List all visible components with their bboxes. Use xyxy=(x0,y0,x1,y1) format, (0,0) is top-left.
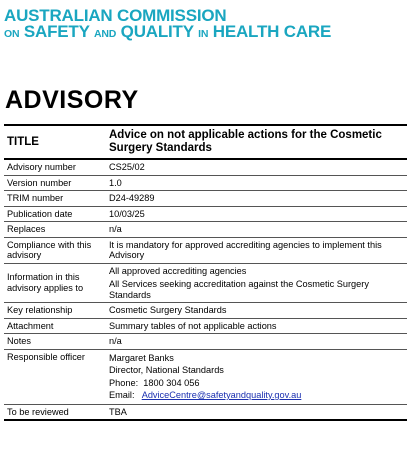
attachment-value: Summary tables of not applicable actions xyxy=(106,318,407,334)
information-label: Information in this advisory applies to xyxy=(4,263,106,303)
logo-line-2: ON SAFETY AND QUALITY IN HEALTH CARE xyxy=(4,22,332,41)
advisory-number-label: Advisory number xyxy=(4,159,106,175)
email-link[interactable]: AdviceCentre@safetyandquality.gov.au xyxy=(141,390,302,400)
information-value xyxy=(106,263,407,303)
officer-role: Director, National Standards xyxy=(109,365,224,375)
table-row xyxy=(4,237,407,263)
compliance-label: Compliance with this advisory xyxy=(4,237,106,263)
table-row xyxy=(4,303,407,319)
title-label: TITLE xyxy=(4,125,106,159)
key-relationship-label: Key relationship xyxy=(4,303,106,319)
publication-date-value: 10/03/25 xyxy=(106,206,407,222)
trim-number-label: TRIM number xyxy=(4,191,106,207)
trim-number-value: D24-49289 xyxy=(106,191,407,207)
table-row xyxy=(4,349,407,404)
officer-email-line xyxy=(109,389,403,402)
commission-logo xyxy=(4,8,331,42)
table-row xyxy=(4,222,407,238)
replaces-label: Replaces xyxy=(4,222,106,238)
title-value: Advice on not applicable actions for the Cosmetic Surgery Standards xyxy=(106,125,407,159)
officer-name: Margaret Banks xyxy=(109,352,174,363)
table-row xyxy=(4,191,407,207)
publication-date-label: Publication date xyxy=(4,206,106,222)
responsible-officer-label: Responsible officer xyxy=(4,349,106,404)
title-row xyxy=(4,125,407,159)
to-be-reviewed-value: TBA xyxy=(106,404,407,420)
email-label: Email: xyxy=(109,390,135,400)
advisory-table xyxy=(4,124,407,421)
table-row xyxy=(4,404,407,420)
page-heading: ADVISORY xyxy=(5,86,139,114)
table-row xyxy=(4,318,407,334)
table-row xyxy=(4,175,407,191)
officer-phone-line xyxy=(109,377,403,390)
notes-label: Notes xyxy=(4,334,106,350)
attachment-label: Attachment xyxy=(4,318,106,334)
phone-label: Phone: xyxy=(109,377,139,388)
information-value-1: All approved accrediting agencies xyxy=(109,265,247,276)
compliance-value: It is mandatory for approved accrediting agencies to implement this Advisory xyxy=(106,237,407,263)
table-row xyxy=(4,334,407,350)
phone-value: 1800 304 056 xyxy=(143,377,200,388)
key-relationship-value: Cosmetic Surgery Standards xyxy=(106,303,407,319)
to-be-reviewed-label: To be reviewed xyxy=(4,404,106,420)
table-row xyxy=(4,206,407,222)
replaces-value: n/a xyxy=(106,222,407,238)
logo-line-1: AUSTRALIAN COMMISSION xyxy=(4,6,227,25)
notes-value: n/a xyxy=(106,334,407,350)
responsible-officer-value xyxy=(106,349,407,404)
advisory-number-value: CS25/02 xyxy=(106,159,407,175)
table-row xyxy=(4,159,407,175)
version-number-label: Version number xyxy=(4,175,106,191)
version-number-value: 1.0 xyxy=(106,175,407,191)
table-row xyxy=(4,263,407,303)
information-value-2: All Services seeking accreditation against the Cosmetic Surgery Standards xyxy=(109,279,369,300)
